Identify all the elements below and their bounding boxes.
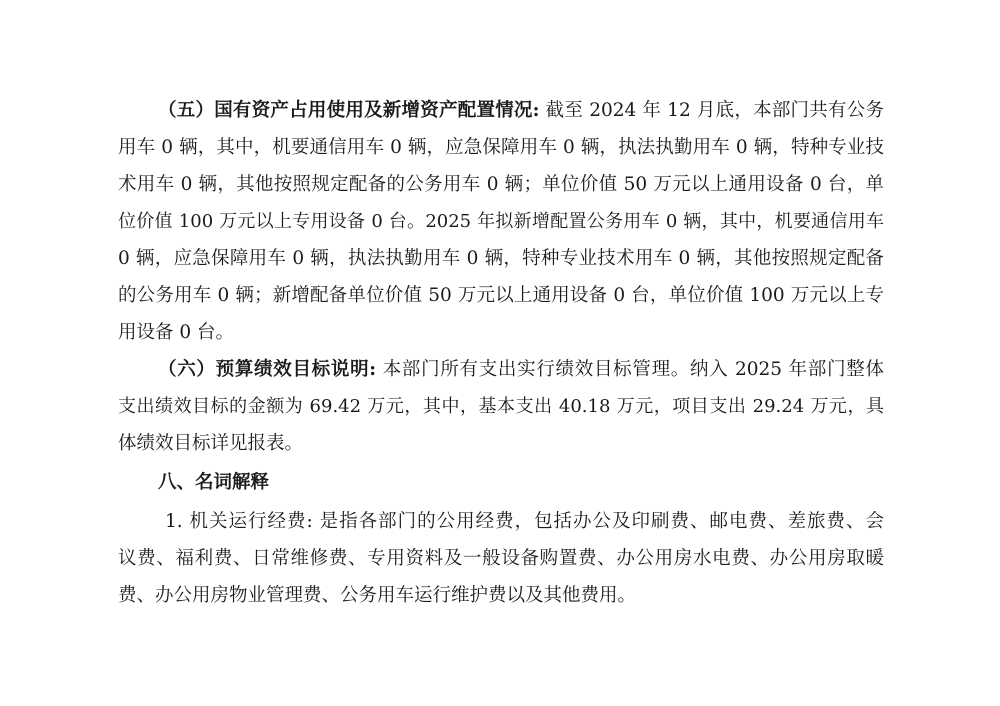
section8-heading: 八、名词解释 <box>158 472 270 493</box>
section5-line2: 用车 0 辆，其中，机要通信用车 0 辆，应急保障用车 0 辆，执法执勤用车 0 辆，特种专业技 <box>118 137 884 158</box>
section8-item1-line2: 议费、福利费、日常维修费、专用资料及一般设备购置费、办公用房水电费、办公用房取暖 <box>118 548 884 569</box>
section6-line2: 支出绩效目标的金额为 69.42 万元，其中，基本支出 40.18 万元，项目支出 29.24 万元，具 <box>118 396 884 417</box>
section5-line4: 位价值 100 万元以上专用设备 0 台。2025 年拟新增配置公务用车 0 辆，其中，机要通信用车 <box>118 211 884 232</box>
section5-title: （五）国有资产占用使用及新增资产配置情况: <box>158 100 540 121</box>
section6-line1-text: 本部门所有支出实行绩效目标管理。纳入 2025 年部门整体 <box>376 359 884 380</box>
section5-line1-text: 截至 2024 年 12 月底，本部门共有公务 <box>539 100 884 121</box>
section6-line1 <box>158 358 884 382</box>
section5-line5: 0 辆，应急保障用车 0 辆，执法执勤用车 0 辆，特种专业技术用车 0 辆，其他按照规定配备 <box>118 248 884 269</box>
section5-line3: 术用车 0 辆，其他按照规定配备的公务用车 0 辆；单位价值 50 万元以上通用设备 0 台，单 <box>118 174 884 195</box>
section6-title: （六）预算绩效目标说明: <box>158 359 377 380</box>
section5-line7: 用设备 0 台。 <box>118 322 235 343</box>
section8-item1-line1: 1. 机关运行经费: 是指各部门的公用经费，包括办公及印刷费、邮电费、差旅费、会 <box>165 511 884 532</box>
section5-line6: 的公务用车 0 辆；新增配备单位价值 50 万元以上通用设备 0 台，单位价值 100 万元以上专 <box>118 285 884 306</box>
section6-line3: 体绩效目标详见报表。 <box>118 433 304 454</box>
section8-item1-line3: 费、办公用房物业管理费、公务用车运行维护费以及其他费用。 <box>118 585 637 606</box>
section5-line1 <box>158 99 884 123</box>
